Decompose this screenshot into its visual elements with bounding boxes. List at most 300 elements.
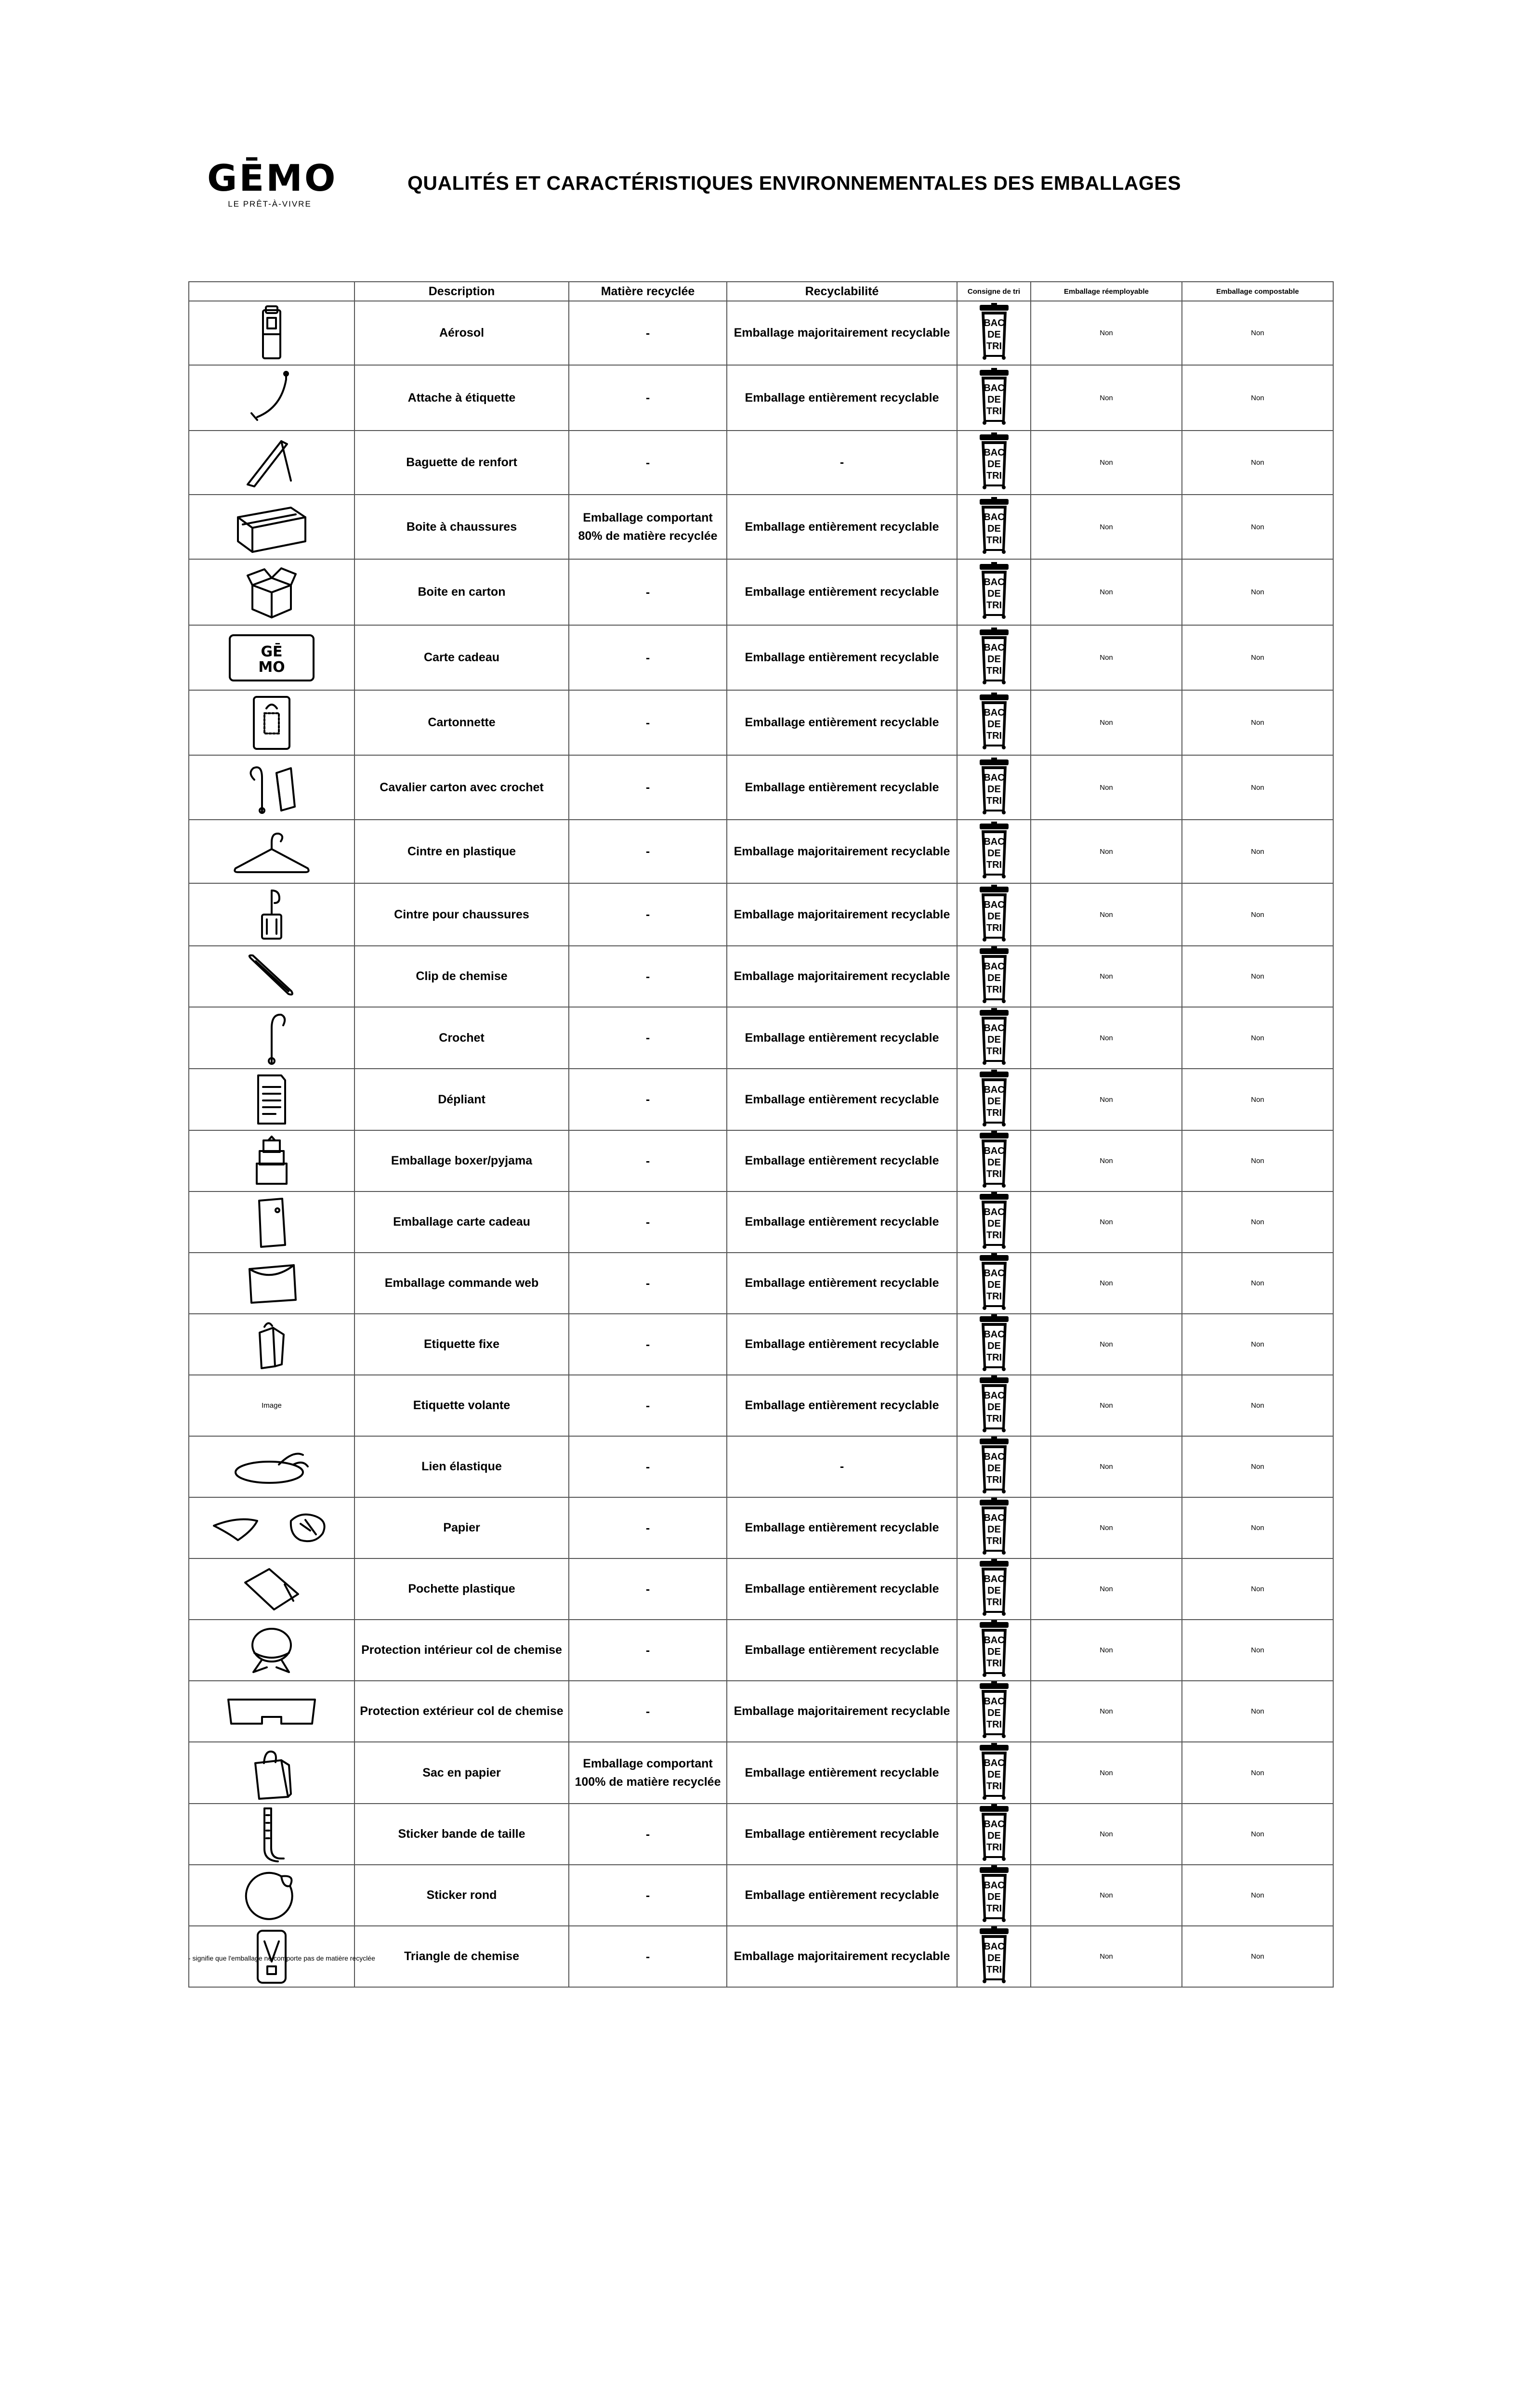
row-image (189, 690, 354, 755)
row-reemployable: Non (1031, 365, 1182, 431)
row-image (189, 1620, 354, 1681)
row-image (189, 1375, 354, 1436)
cardboard-box-icon (189, 563, 354, 621)
row-matiere (569, 1191, 727, 1253)
row-matiere (569, 1130, 727, 1191)
row-compostable: Non (1182, 1191, 1333, 1253)
svg-text:TRI: TRI (986, 1352, 1002, 1363)
row-consigne (957, 1314, 1031, 1375)
row-image (189, 301, 354, 365)
row-consigne (957, 1007, 1031, 1069)
table-row (189, 625, 1333, 690)
gift-card-icon (189, 631, 354, 684)
row-compostable: Non (1182, 431, 1333, 495)
row-matiere (569, 1681, 727, 1742)
recycling-bin-icon (977, 628, 1011, 685)
matiere-line: - (645, 1704, 650, 1718)
recycling-bin-icon (977, 1743, 1011, 1801)
svg-text:DE: DE (987, 719, 1001, 730)
recycling-bin-icon (977, 1131, 1011, 1189)
row-compostable: Non (1182, 1007, 1333, 1069)
row-recyclabilite: Emballage majoritairement recyclable (727, 820, 957, 883)
row-description: Boite à chaussures (354, 495, 569, 559)
svg-text:BAC: BAC (983, 1390, 1005, 1401)
recycling-bin-icon (977, 1375, 1011, 1433)
row-compostable: Non (1182, 1375, 1333, 1436)
row-compostable: Non (1182, 1253, 1333, 1314)
svg-text:TRI: TRI (986, 1046, 1002, 1057)
row-description: Lien élastique (354, 1436, 569, 1497)
row-consigne (957, 690, 1031, 755)
svg-text:TRI: TRI (986, 406, 1002, 417)
recycling-bin-icon (977, 1681, 1011, 1739)
svg-text:TRI: TRI (986, 1597, 1002, 1608)
row-image (189, 1742, 354, 1804)
matiere-line: - (645, 1215, 650, 1229)
recycling-bin-icon (977, 1559, 1011, 1617)
row-consigne (957, 1191, 1031, 1253)
row-compostable: Non (1182, 1742, 1333, 1804)
row-description: Emballage boxer/pyjama (354, 1130, 569, 1191)
row-description: Cintre en plastique (354, 820, 569, 883)
recycling-bin-icon (977, 822, 1011, 879)
svg-text:BAC: BAC (983, 1207, 1005, 1217)
row-matiere (569, 625, 727, 690)
matiere-line: - (645, 456, 650, 470)
row-description: Sticker bande de taille (354, 1804, 569, 1865)
svg-text:TRI: TRI (986, 1230, 1002, 1241)
row-compostable: Non (1182, 946, 1333, 1007)
row-compostable: Non (1182, 1804, 1333, 1865)
matiere-line: - (645, 1582, 650, 1596)
row-matiere (569, 1804, 727, 1865)
table-header-row (189, 282, 1333, 301)
row-recyclabilite: Emballage majoritairement recyclable (727, 1926, 957, 1987)
row-matiere (569, 301, 727, 365)
row-matiere (569, 755, 727, 820)
hanger-icon (189, 825, 354, 878)
row-description: Etiquette fixe (354, 1314, 569, 1375)
row-recyclabilite: Emballage majoritairement recyclable (727, 883, 957, 946)
row-matiere (569, 1558, 727, 1620)
svg-text:GĒ: GĒ (261, 643, 283, 660)
svg-text:TRI: TRI (986, 1536, 1002, 1546)
row-reemployable: Non (1031, 755, 1182, 820)
row-matiere (569, 1375, 727, 1436)
row-description: Baguette de renfort (354, 431, 569, 495)
row-recyclabilite: Emballage entièrement recyclable (727, 495, 957, 559)
svg-text:BAC: BAC (983, 1757, 1005, 1768)
row-image (189, 820, 354, 883)
header-consigne: Consigne de tri (957, 282, 1031, 301)
brand-tagline: LE PRÊT-À-VIVRE (228, 199, 312, 209)
matiere-line: - (645, 716, 650, 730)
svg-text:BAC: BAC (983, 1084, 1005, 1095)
svg-text:BAC: BAC (983, 1452, 1005, 1462)
row-recyclabilite: Emballage majoritairement recyclable (727, 946, 957, 1007)
svg-text:DE: DE (987, 1953, 1001, 1963)
boxer-packaging-icon (189, 1135, 354, 1188)
row-recyclabilite: Emballage majoritairement recyclable (727, 1681, 957, 1742)
matiere-line: - (645, 908, 650, 921)
svg-text:BAC: BAC (983, 836, 1005, 847)
row-reemployable: Non (1031, 301, 1182, 365)
svg-text:BAC: BAC (983, 1329, 1005, 1340)
table-row (189, 883, 1333, 946)
recycling-bin-icon (977, 432, 1011, 490)
row-recyclabilite: Emballage entièrement recyclable (727, 1375, 957, 1436)
recycling-bin-icon (977, 303, 1011, 361)
row-image (189, 1191, 354, 1253)
recycling-bin-icon (977, 1314, 1011, 1372)
row-description: Cintre pour chaussures (354, 883, 569, 946)
svg-text:TRI: TRI (986, 731, 1002, 741)
table-row (189, 946, 1333, 1007)
svg-text:DE: DE (987, 394, 1001, 405)
header-recyclabilite: Recyclabilité (727, 282, 957, 301)
row-consigne (957, 365, 1031, 431)
row-reemployable: Non (1031, 820, 1182, 883)
svg-text:BAC: BAC (983, 1941, 1005, 1952)
row-recyclabilite: Emballage entièrement recyclable (727, 625, 957, 690)
matiere-line: - (645, 1154, 650, 1168)
brand-name: GĒMO (207, 157, 338, 199)
row-reemployable: Non (1031, 1191, 1182, 1253)
svg-text:DE: DE (987, 1769, 1001, 1780)
row-description: Boite en carton (354, 559, 569, 625)
svg-text:DE: DE (987, 784, 1001, 795)
row-image (189, 431, 354, 495)
row-recyclabilite: Emballage entièrement recyclable (727, 1620, 957, 1681)
svg-text:TRI: TRI (986, 535, 1002, 546)
row-compostable: Non (1182, 1130, 1333, 1191)
svg-text:DE: DE (987, 1341, 1001, 1351)
row-compostable: Non (1182, 1436, 1333, 1497)
svg-text:TRI: TRI (986, 600, 1002, 611)
row-consigne (957, 820, 1031, 883)
shoe-hanger-icon (189, 886, 354, 943)
matiere-line: - (645, 969, 650, 983)
row-reemployable: Non (1031, 431, 1182, 495)
svg-text:DE: DE (987, 973, 1001, 983)
row-compostable: Non (1182, 690, 1333, 755)
svg-text:DE: DE (987, 589, 1001, 599)
matiere-line: - (645, 1888, 650, 1902)
matiere-line: - (645, 1337, 650, 1351)
row-reemployable: Non (1031, 1926, 1182, 1987)
row-matiere (569, 1007, 727, 1069)
paper-icon (189, 1506, 354, 1550)
table-row (189, 1375, 1333, 1436)
matiere-line: - (645, 651, 650, 665)
matiere-line: - (645, 1827, 650, 1841)
row-compostable: Non (1182, 1926, 1333, 1987)
svg-text:BAC: BAC (983, 318, 1005, 328)
row-matiere (569, 1069, 727, 1130)
row-matiere (569, 883, 727, 946)
row-matiere (569, 1742, 727, 1804)
svg-text:BAC: BAC (983, 1880, 1005, 1891)
matiere-line: 80% de matière recyclée (578, 529, 718, 543)
svg-text:DE: DE (987, 654, 1001, 665)
table-row (189, 755, 1333, 820)
row-matiere (569, 1620, 727, 1681)
row-reemployable: Non (1031, 1742, 1182, 1804)
recycling-bin-icon (977, 1008, 1011, 1066)
shoebox-icon (189, 498, 354, 556)
row-consigne (957, 1620, 1031, 1681)
row-consigne (957, 1865, 1031, 1926)
matiere-line: - (645, 585, 650, 599)
row-compostable: Non (1182, 1314, 1333, 1375)
matiere-line: - (645, 1521, 650, 1535)
row-compostable: Non (1182, 1620, 1333, 1681)
row-image (189, 1130, 354, 1191)
table-row (189, 1681, 1333, 1742)
recycling-bin-icon (977, 1620, 1011, 1678)
row-description: Protection extérieur col de chemise (354, 1681, 569, 1742)
row-recyclabilite: Emballage entièrement recyclable (727, 1558, 957, 1620)
svg-text:DE: DE (987, 1280, 1001, 1290)
row-consigne (957, 1681, 1031, 1742)
row-reemployable: Non (1031, 1620, 1182, 1681)
svg-text:TRI: TRI (986, 666, 1002, 676)
row-description: Crochet (354, 1007, 569, 1069)
svg-text:TRI: TRI (986, 1413, 1002, 1424)
leaflet-icon (189, 1071, 354, 1128)
packaging-table (188, 281, 1334, 1988)
row-matiere (569, 1253, 727, 1314)
matiere-line: - (645, 1460, 650, 1474)
row-recyclabilite: Emballage entièrement recyclable (727, 755, 957, 820)
row-reemployable: Non (1031, 946, 1182, 1007)
row-reemployable: Non (1031, 559, 1182, 625)
elastic-tie-icon (189, 1445, 354, 1489)
row-consigne (957, 1742, 1031, 1804)
page-title: QUALITÉS ET CARACTÉRISTIQUES ENVIRONNEMENTALES DES EMBALLAGES (407, 172, 1181, 194)
recycling-bin-icon (977, 1437, 1011, 1494)
row-description: Cavalier carton avec crochet (354, 755, 569, 820)
image-placeholder-label: Image (262, 1401, 282, 1410)
row-description: Emballage commande web (354, 1253, 569, 1314)
svg-text:BAC: BAC (983, 642, 1005, 653)
row-image (189, 1558, 354, 1620)
web-order-packaging-icon (189, 1259, 354, 1308)
row-description: Cartonnette (354, 690, 569, 755)
row-image (189, 1865, 354, 1926)
table-row (189, 1620, 1333, 1681)
svg-text:BAC: BAC (983, 1819, 1005, 1830)
table-row (189, 1314, 1333, 1375)
round-sticker-icon (189, 1867, 354, 1924)
row-consigne (957, 1069, 1031, 1130)
svg-text:BAC: BAC (983, 1696, 1005, 1707)
svg-text:BAC: BAC (983, 1022, 1005, 1034)
row-description: Aérosol (354, 301, 569, 365)
row-image (189, 1007, 354, 1069)
recycling-bin-icon (977, 946, 1011, 1004)
svg-text:TRI: TRI (986, 341, 1002, 352)
row-matiere (569, 1926, 727, 1987)
paper-bag-icon (189, 1744, 354, 1802)
svg-text:TRI: TRI (986, 859, 1002, 870)
recycling-bin-icon (977, 1253, 1011, 1311)
row-matiere (569, 946, 727, 1007)
svg-text:DE: DE (987, 1585, 1001, 1596)
svg-text:TRI: TRI (986, 922, 1002, 933)
row-consigne (957, 301, 1031, 365)
svg-text:DE: DE (987, 1218, 1001, 1229)
row-reemployable: Non (1031, 1558, 1182, 1620)
row-image (189, 495, 354, 559)
row-description: Emballage carte cadeau (354, 1191, 569, 1253)
row-reemployable: Non (1031, 1865, 1182, 1926)
recycling-bin-icon (977, 497, 1011, 555)
svg-text:BAC: BAC (983, 511, 1005, 523)
row-consigne (957, 1558, 1031, 1620)
row-reemployable: Non (1031, 1681, 1182, 1742)
svg-text:DE: DE (987, 1402, 1001, 1413)
row-image (189, 365, 354, 431)
row-recyclabilite: Emballage entièrement recyclable (727, 1804, 957, 1865)
row-recyclabilite: - (727, 431, 957, 495)
svg-text:TRI: TRI (986, 984, 1002, 995)
matiere-line: - (645, 1950, 650, 1963)
header-compostable: Emballage compostable (1182, 282, 1333, 301)
row-image (189, 883, 354, 946)
row-recyclabilite: Emballage entièrement recyclable (727, 365, 957, 431)
row-recyclabilite: Emballage entièrement recyclable (727, 559, 957, 625)
svg-text:DE: DE (987, 1157, 1001, 1168)
recycling-bin-icon (977, 1192, 1011, 1250)
row-matiere (569, 559, 727, 625)
table-row (189, 1253, 1333, 1314)
row-compostable: Non (1182, 1865, 1333, 1926)
aerosol-icon (189, 304, 354, 362)
svg-text:TRI: TRI (986, 1107, 1002, 1118)
row-description: Papier (354, 1497, 569, 1558)
row-recyclabilite: Emballage entièrement recyclable (727, 1497, 957, 1558)
row-recyclabilite: Emballage entièrement recyclable (727, 1742, 957, 1804)
table-row (189, 301, 1333, 365)
svg-text:BAC: BAC (983, 899, 1005, 910)
row-reemployable: Non (1031, 495, 1182, 559)
row-matiere (569, 495, 727, 559)
svg-text:DE: DE (987, 1034, 1001, 1045)
row-recyclabilite: Emballage entièrement recyclable (727, 1253, 957, 1314)
recycling-bin-icon (977, 885, 1011, 942)
row-consigne (957, 1130, 1031, 1191)
table-row (189, 559, 1333, 625)
svg-text:DE: DE (987, 1463, 1001, 1474)
row-reemployable: Non (1031, 1069, 1182, 1130)
row-reemployable: Non (1031, 1436, 1182, 1497)
table-row (189, 431, 1333, 495)
row-reemployable: Non (1031, 1497, 1182, 1558)
svg-text:TRI: TRI (986, 471, 1002, 481)
row-consigne (957, 1497, 1031, 1558)
row-consigne (957, 495, 1031, 559)
table-row (189, 1191, 1333, 1253)
row-compostable: Non (1182, 1681, 1333, 1742)
svg-text:DE: DE (987, 1524, 1001, 1535)
svg-text:BAC: BAC (983, 961, 1005, 972)
collar-outer-protection-icon (189, 1690, 354, 1733)
row-matiere (569, 431, 727, 495)
row-compostable: Non (1182, 755, 1333, 820)
row-image (189, 1436, 354, 1497)
table-row (189, 1007, 1333, 1069)
table-row (189, 820, 1333, 883)
row-compostable: Non (1182, 495, 1333, 559)
table-row (189, 365, 1333, 431)
row-description: Etiquette volante (354, 1375, 569, 1436)
row-compostable: Non (1182, 365, 1333, 431)
svg-text:DE: DE (987, 1831, 1001, 1841)
recycling-bin-icon (977, 693, 1011, 750)
tag-fastener-icon (189, 369, 354, 427)
plastic-pouch-icon (189, 1565, 354, 1613)
row-reemployable: Non (1031, 1253, 1182, 1314)
row-reemployable: Non (1031, 690, 1182, 755)
table-row (189, 1497, 1333, 1558)
matiere-line: - (645, 326, 650, 340)
svg-text:TRI: TRI (986, 1291, 1002, 1302)
recycling-bin-icon (977, 1804, 1011, 1862)
svg-text:BAC: BAC (983, 707, 1005, 718)
row-compostable: Non (1182, 301, 1333, 365)
svg-text:MO: MO (258, 658, 285, 676)
recycling-bin-icon (977, 562, 1011, 620)
row-consigne (957, 1804, 1031, 1865)
row-image (189, 1069, 354, 1130)
row-image (189, 1681, 354, 1742)
row-recyclabilite: Emballage entièrement recyclable (727, 1865, 957, 1926)
table-row (189, 1069, 1333, 1130)
svg-text:BAC: BAC (983, 1635, 1005, 1646)
row-matiere (569, 1497, 727, 1558)
recycling-bin-icon (977, 1926, 1011, 1984)
svg-text:BAC: BAC (983, 1574, 1005, 1584)
row-description: Dépliant (354, 1069, 569, 1130)
row-image (189, 1253, 354, 1314)
recycling-bin-icon (977, 368, 1011, 426)
fixed-label-icon (189, 1318, 354, 1371)
row-image (189, 1804, 354, 1865)
row-matiere (569, 365, 727, 431)
cardboard-insert-icon (189, 694, 354, 752)
row-consigne (957, 1436, 1031, 1497)
header-image (189, 282, 354, 301)
row-matiere (569, 820, 727, 883)
collar-inner-protection-icon (189, 1624, 354, 1677)
gift-card-packaging-icon (189, 1196, 354, 1249)
matiere-line: Emballage comportant (583, 511, 713, 524)
svg-text:TRI: TRI (986, 1169, 1002, 1179)
row-consigne (957, 946, 1031, 1007)
table-row (189, 690, 1333, 755)
svg-text:TRI: TRI (986, 1903, 1002, 1914)
hook-icon (189, 1009, 354, 1067)
row-image (189, 755, 354, 820)
row-image (189, 625, 354, 690)
row-reemployable: Non (1031, 1314, 1182, 1375)
row-consigne (957, 1926, 1031, 1987)
svg-text:TRI: TRI (986, 795, 1002, 806)
row-image (189, 1497, 354, 1558)
row-recyclabilite: - (727, 1436, 957, 1497)
matiere-line: - (645, 1399, 650, 1413)
